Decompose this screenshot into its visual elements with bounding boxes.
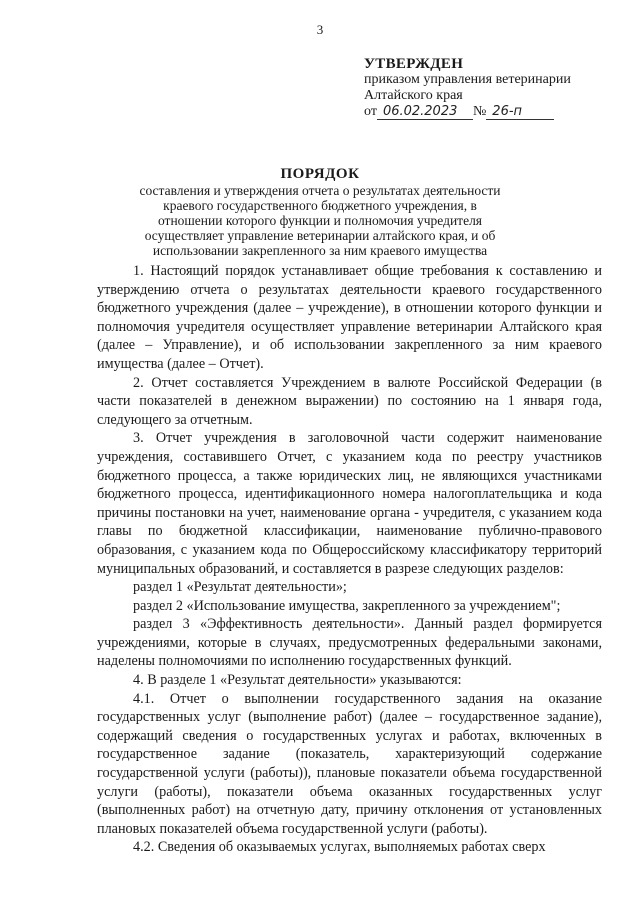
paragraph-3: 3. Отчет учреждения в заголовочной части содержит наименование учреждения, составившего Отчет, с указанием кода по реестру участников бюджетного процесса, а также юридических лиц, не являющихся участниками бюджетного процесса, идентификационного номера налогоплательщика и кода причины постановки на учет, наименование органа - учредителя, с указанием кода главы по бюджетной классификации, наименование публично-правового образования, с указанием кода по Общероссийскому классификатору территорий муниципальных образований, и составляется в разрезе следующих разделов: [97, 430, 602, 577]
paragraph-1: 1. Настоящий порядок устанавливает общие требования к составлению и утверждению отчета о результатах деятельности краевого государственного бюджетного учреждения (далее – учреждение), в отношении которого функции и полномочия учредителя осуществляет управление ветеринарии Алтайского края (далее – Управление), и об использовании закрепленного за ним краевого имущества (далее – Отчет). [97, 263, 602, 372]
paragraph-4: 4. В разделе 1 «Результат деятельности» указываются: [133, 672, 462, 689]
section-1-item: раздел 1 «Результат деятельности»; [133, 579, 347, 596]
approval-date-number-row [364, 104, 634, 120]
section-2-item: раздел 2 «Использование имущества, закрепленного за учреждением"; [133, 597, 561, 614]
page-number: 3 [316, 22, 324, 37]
paragraph-2: 2. Отчет составляется Учреждением в валюте Российской Федерации (в части показателей в денежном выражении) по состоянию на 1 января года, следующего за отчетным. [97, 374, 602, 428]
handwritten-date: 06.02.2023 [377, 104, 473, 120]
document-title: ПОРЯДОК [280, 166, 360, 182]
section-3-item: раздел 3 «Эффективность деятельности». Данный раздел формируется учреждениями, которые в случаях, предусмотренных федеральными законами, наделены полномочиями по исполнению государственных функций. [97, 616, 602, 670]
approval-title: УТВЕРЖДЕН [364, 56, 464, 72]
approval-stamp-block [364, 56, 634, 120]
approval-line-1: приказом управления ветеринарии [364, 72, 571, 87]
from-label: от [364, 104, 377, 119]
document-subtitle: составления и утверждения отчета о результатах деятельности краевого государственного бюджетного учреждения, в отношении которого функции и полномочия учредителя осуществляет управление ветеринарии алтайского края, и об использовании закрепленного за ним краевого имущества [139, 183, 501, 258]
handwritten-number: 26-п [486, 104, 554, 120]
number-label: № [472, 104, 487, 119]
paragraph-4-1: 4.1. Отчет о выполнении государственного задания на оказание государственных услуг (выполнение работ) (далее – государственное задание), содержащий сведения о государственных услугах и работах, включенных в государственное задание (показатель, характеризующий содержание государственной услуги (работы)), плановые показатели объема государственной услуги (работы), показатели объема оказанных государственных услуг (выполненных работ) на отчетную дату, причину отклонения от установленных плановых показателей объема государственной услуги (работы). [97, 690, 602, 837]
approval-line-2: Алтайского края [364, 88, 463, 103]
document-body [97, 262, 602, 857]
paragraph-4-2: 4.2. Сведения об оказываемых услугах, выполняемых работах сверх [133, 839, 546, 856]
